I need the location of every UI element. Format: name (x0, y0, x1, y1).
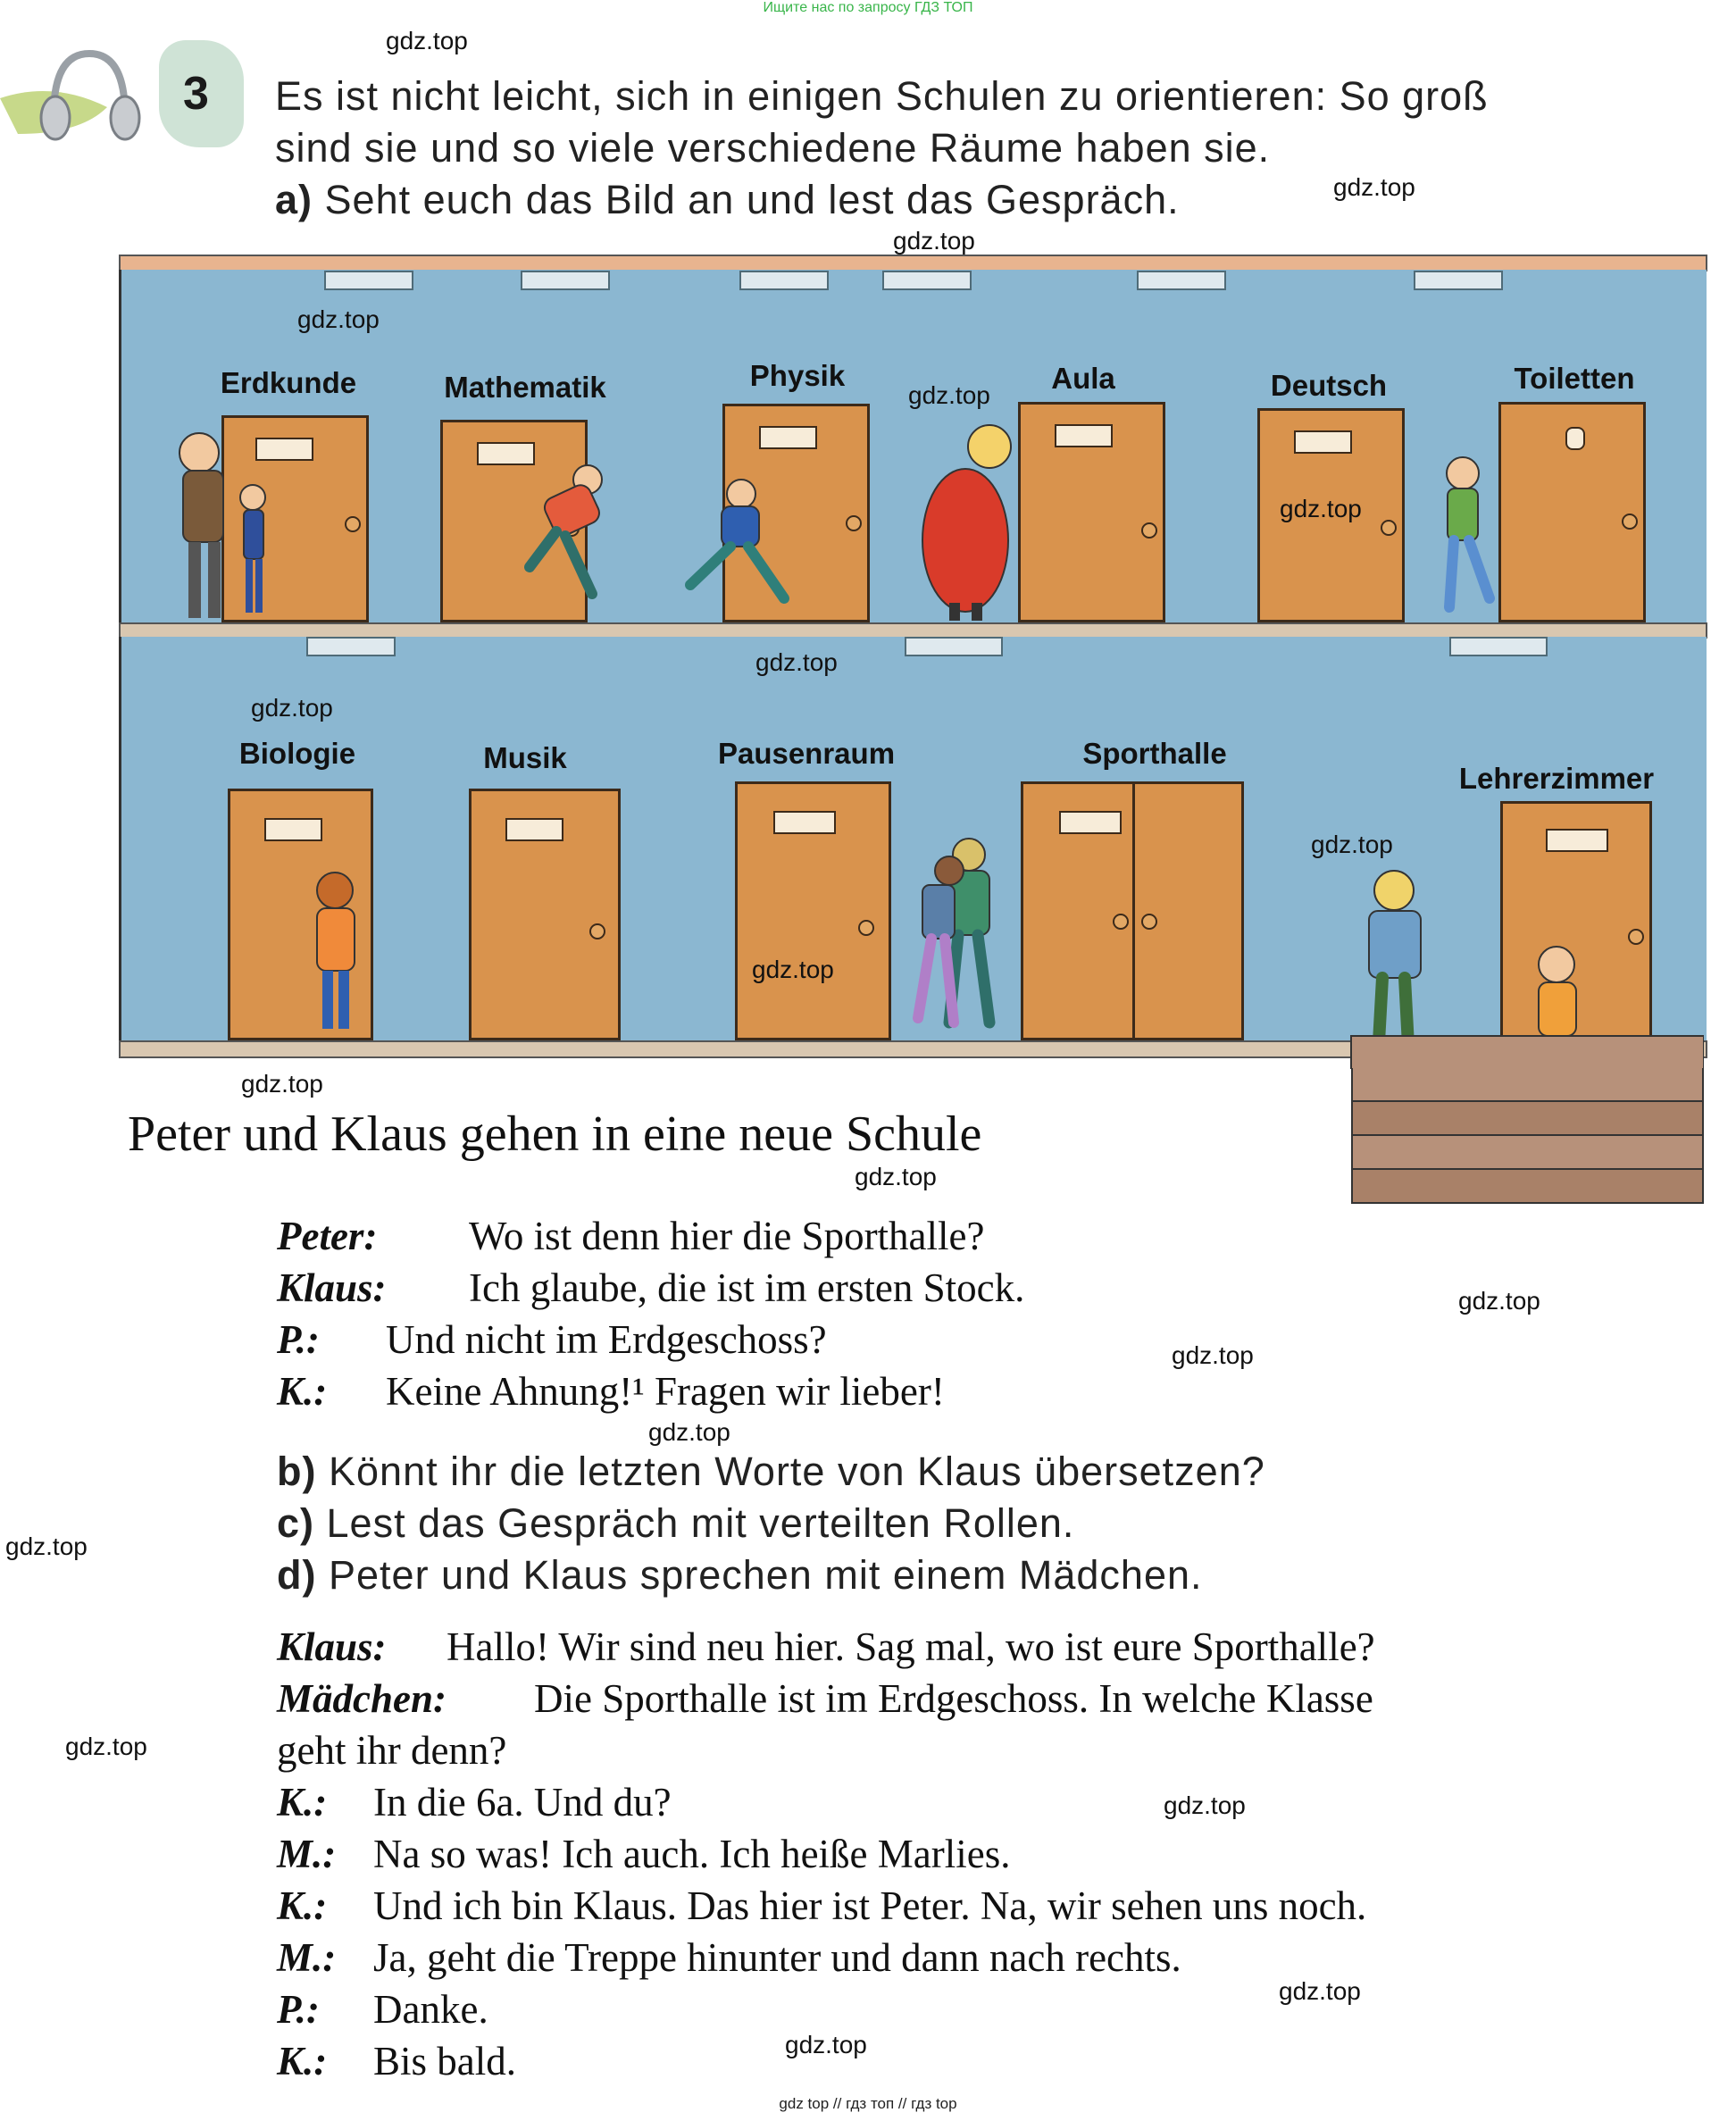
watermark: gdz.top (1280, 495, 1362, 522)
dialog-line (277, 2038, 516, 2084)
intro-line-1: Es ist nicht leicht, sich in einigen Schulen zu orientieren: So groß (275, 73, 1489, 119)
room-label: Musik (483, 741, 567, 774)
speaker: M.: (277, 1832, 337, 1876)
dialog-line (277, 1265, 1024, 1311)
line-text: Wo ist denn hier die Sporthalle? (469, 1214, 985, 1258)
boy-leaving-figure (1447, 457, 1490, 607)
line-text: Und ich bin Klaus. Das hier ist Peter. Na, wir sehen uns noch. (373, 1883, 1367, 1928)
speaker: K.: (277, 2039, 328, 2083)
watermark: gdz.top (648, 1418, 730, 1446)
room-label: Toiletten (1514, 362, 1635, 395)
task-c (277, 1500, 1074, 1547)
dialog-line (277, 1316, 827, 1363)
room-label: Erdkunde (220, 366, 357, 399)
room-label: Lehrerzimmer (1458, 762, 1655, 795)
speaker: Klaus: (277, 1624, 387, 1669)
students-illustration (119, 255, 1704, 1069)
peter-and-klaus-figure (918, 839, 989, 1023)
watermark: gdz.top (297, 305, 380, 333)
watermark: gdz.top (241, 1070, 323, 1098)
watermark: gdz.top (785, 2031, 867, 2058)
watermark: gdz.top (855, 1163, 937, 1190)
teacher-figure (179, 433, 223, 618)
watermark: gdz.top (1279, 1977, 1361, 2005)
watermark: gdz.top (1333, 173, 1415, 201)
watermark: gdz.top (251, 694, 333, 722)
staircase-steps (1351, 1068, 1704, 1207)
dialog-line (277, 1883, 1366, 1929)
line-text: Hallo! Wir sind neu hier. Sag mal, wo ist eure Sporthalle? (447, 1624, 1375, 1669)
room-label: Pausenraum (717, 737, 896, 770)
exercise-number: 3 (183, 68, 209, 120)
speaker: Peter: (277, 1214, 378, 1258)
line-text: Bis bald. (373, 2039, 517, 2083)
watermark: gdz.top (5, 1532, 88, 1560)
dialog-title: Peter und Klaus gehen in eine neue Schule (128, 1106, 982, 1162)
watermark: gdz.top (752, 956, 834, 983)
room-label: Mathematik (444, 371, 606, 404)
school-corridor-illustration (119, 255, 1704, 1069)
task-letter: b) (277, 1449, 317, 1494)
running-girl-figure (530, 465, 603, 594)
line-text: Keine Ahnung!¹ Fragen wir lieber! (386, 1369, 945, 1414)
headphones-icon (0, 36, 179, 143)
student-backpack-figure (1369, 871, 1421, 1063)
watermark: gdz.top (1311, 831, 1393, 858)
running-boy-figure (690, 480, 784, 598)
dialog-line (277, 1727, 506, 1774)
speaker: Mädchen: (277, 1676, 447, 1721)
dialog-line (277, 1934, 1181, 1981)
task-text: Könnt ihr die letzten Worte von Klaus übersetzen? (329, 1449, 1265, 1494)
speaker: K.: (277, 1369, 328, 1414)
dialog-line (277, 1213, 985, 1259)
watermark: gdz.top (65, 1733, 147, 1760)
speaker: K.: (277, 1883, 328, 1928)
dialog-line (277, 1779, 672, 1825)
line-text: Die Sporthalle ist im Erdgeschoss. In welche Klasse (534, 1676, 1373, 1721)
task-text: Lest das Gespräch mit verteilten Rollen. (326, 1500, 1075, 1546)
footer-text: gdz top // гдз топ // гдз top (779, 2095, 957, 2112)
task-a-text: Seht euch das Bild an und lest das Gespräch. (324, 177, 1180, 222)
speaker: M.: (277, 1935, 337, 1980)
top-banner: Ищите нас по запросу ГДЗ ТОП (763, 0, 973, 15)
line-text: Ich glaube, die ist im ersten Stock. (469, 1265, 1025, 1310)
intro-line-2: sind sie und so viele verschiedene Räume haben sie. (275, 125, 1271, 171)
room-label: Biologie (238, 737, 356, 770)
boy-figure (240, 485, 265, 613)
stairs-drawing (1351, 1036, 1704, 1069)
watermark: gdz.top (1172, 1341, 1254, 1369)
speaker: P.: (277, 1987, 320, 2032)
watermark: gdz.top (386, 27, 468, 54)
line-text: Ja, geht die Treppe hinunter und dann nach rechts. (373, 1935, 1181, 1980)
dialog-line (277, 1675, 1373, 1722)
woman-figure (922, 425, 1011, 621)
watermark: gdz.top (893, 227, 975, 255)
task-a-letter: a) (275, 177, 313, 222)
dialog-line (277, 1831, 1010, 1877)
dialog-line (277, 1368, 945, 1415)
room-label: Aula (1051, 362, 1115, 395)
task-text: Peter und Klaus sprechen mit einem Mädchen. (329, 1552, 1203, 1598)
task-d (277, 1552, 1203, 1599)
watermark: gdz.top (908, 381, 990, 409)
room-label: Physik (749, 359, 846, 392)
watermark: gdz.top (1458, 1287, 1540, 1315)
speaker: Klaus: (277, 1265, 387, 1310)
line-text: Und nicht im Erdgeschoss? (386, 1317, 827, 1362)
dialog-line (277, 1624, 1375, 1670)
line-text: Danke. (373, 1987, 488, 2032)
task-letter: c) (277, 1500, 315, 1546)
task-a (275, 177, 1180, 223)
line-text: geht ihr denn? (277, 1728, 507, 1773)
dialog-line (277, 1986, 488, 2033)
line-text: In die 6a. Und du? (373, 1780, 672, 1825)
line-text: Na so was! Ich auch. Ich heiße Marlies. (373, 1832, 1011, 1876)
room-label: Sporthalle (1082, 737, 1227, 770)
watermark: gdz.top (1164, 1791, 1246, 1819)
speaker: K.: (277, 1780, 328, 1825)
girl-entering-figure (317, 873, 355, 1029)
task-letter: d) (277, 1552, 317, 1598)
task-b (277, 1449, 1265, 1495)
speaker: P.: (277, 1317, 320, 1362)
room-label: Deutsch (1270, 369, 1388, 402)
watermark: gdz.top (755, 648, 838, 676)
